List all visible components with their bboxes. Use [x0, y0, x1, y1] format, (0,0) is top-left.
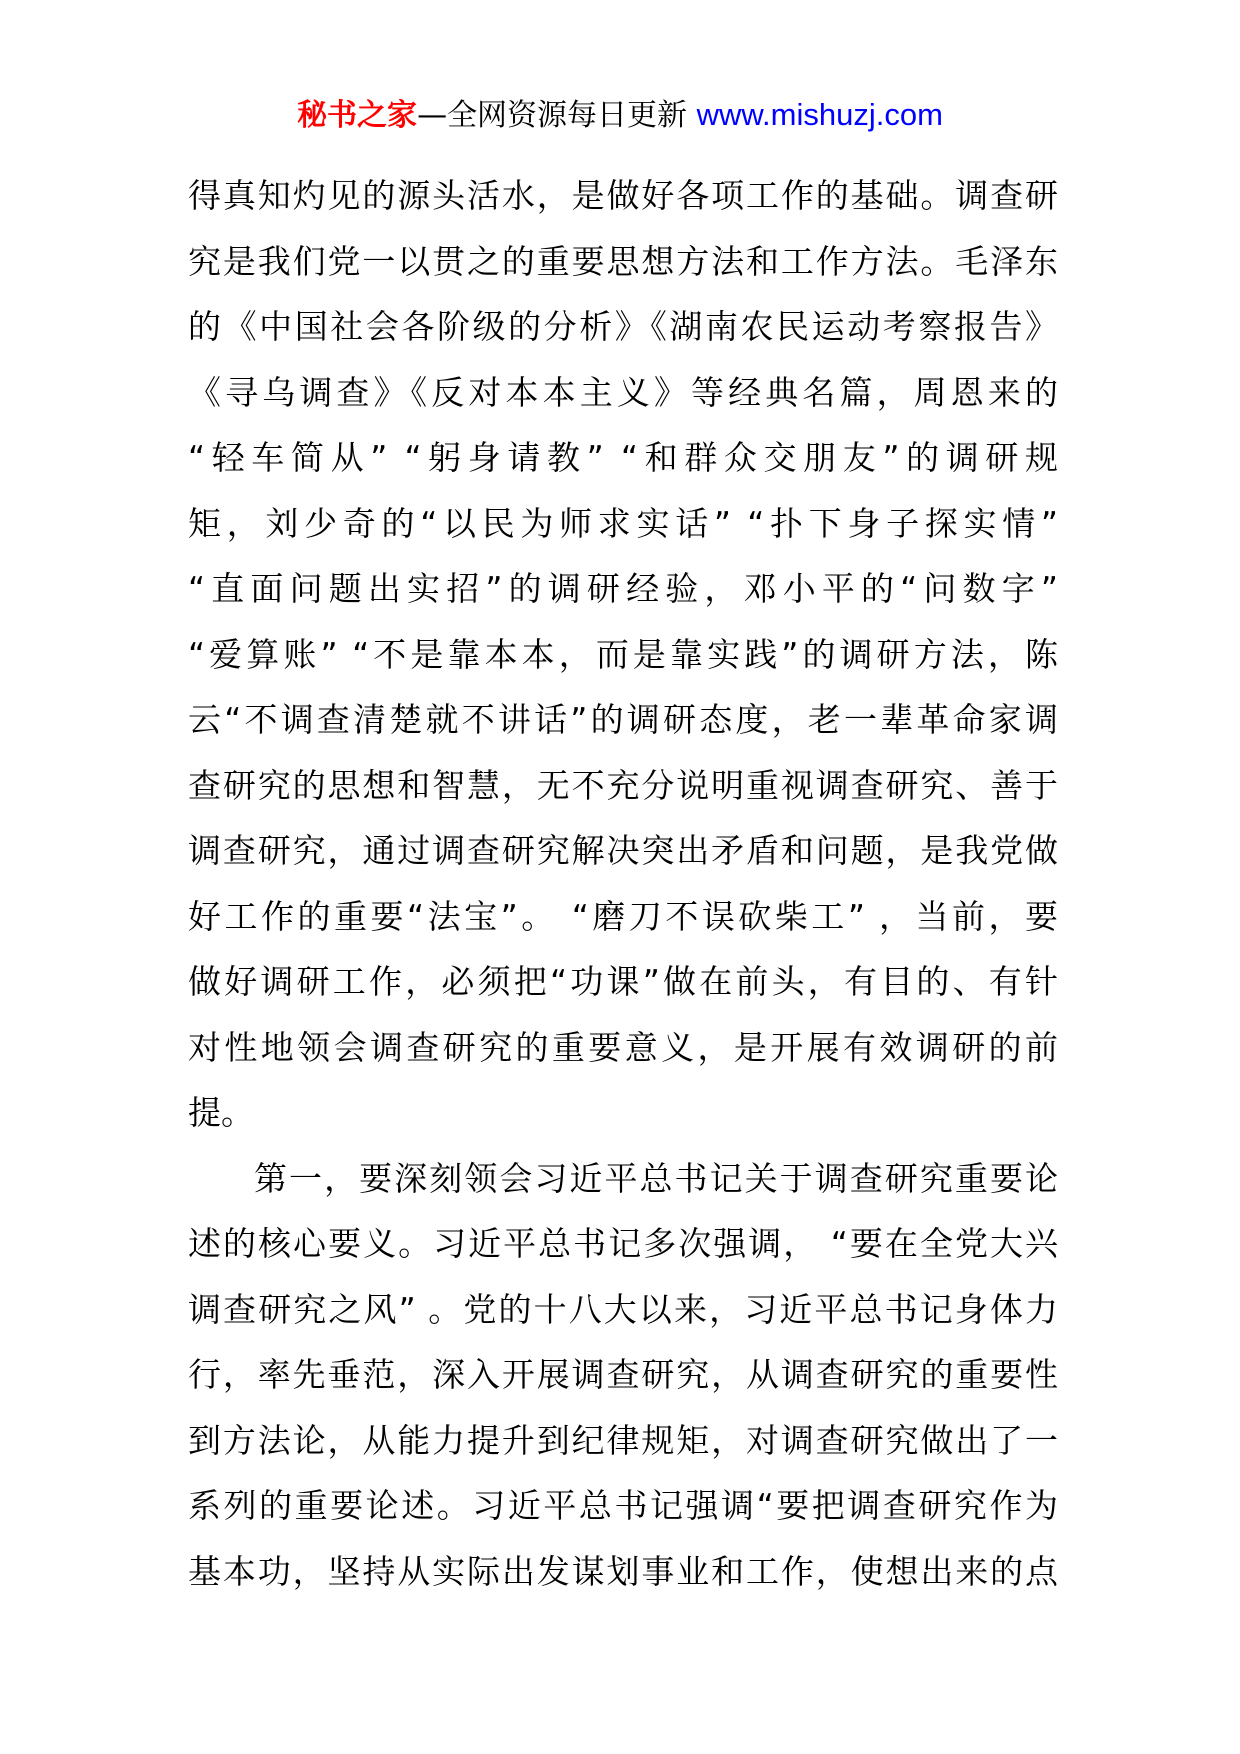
body-line: 做好调研工作，必须把“功课”做在前头，有目的、有针 — [188, 962, 1058, 1001]
body-line: 调查研究，通过调查研究解决突出矛盾和问题，是我党做 — [188, 831, 1058, 870]
body-line: 究是我们党一以贯之的重要思想方法和工作方法。毛泽东 — [188, 241, 1058, 281]
body-line: 得真知灼见的源头活水，是做好各项工作的基础。调查研 — [188, 176, 1058, 215]
header-tagline: —全网资源每日更新 — [417, 98, 697, 133]
page-header — [0, 95, 1240, 136]
body-line: 的《中国社会各阶级的分析》《湖南农民运动考察报告》 — [188, 307, 1058, 346]
body-line: “轻车简从” “躬身请教” “和群众交朋友”的调研规 — [188, 438, 1058, 477]
body-line: 到方法论，从能力提升到纪律规矩，对调查研究做出了一 — [188, 1420, 1058, 1460]
body-line: 好工作的重要“法宝”。 “磨刀不误砍柴工” ，当前，要 — [188, 896, 1058, 936]
site-url-link[interactable]: www.mishuzj.com — [696, 97, 943, 132]
document-body — [188, 163, 1058, 1604]
body-line: 行，率先垂范，深入开展调查研究，从调查研究的重要性 — [188, 1355, 1058, 1394]
body-line: 《寻乌调查》《反对本本主义》等经典名篇，周恩来的 — [188, 372, 1058, 412]
brand-name: 秘书之家 — [297, 98, 418, 133]
paragraph-end-line: 提。 — [188, 1093, 254, 1132]
body-line: 对性地领会调查研究的重要意义，是开展有效调研的前 — [188, 1027, 1058, 1067]
paragraph-start-line: 第一，要深刻领会习近平总书记关于调查研究重要论 — [254, 1158, 1058, 1198]
body-line: 述的核心要义。习近平总书记多次强调， “要在全党大兴 — [188, 1224, 1058, 1263]
body-line: 云“不调查清楚就不讲话”的调研态度，老一辈革命家调 — [188, 700, 1058, 739]
body-line: 查研究的思想和智慧，无不充分说明重视调查研究、善于 — [188, 765, 1058, 805]
body-line: 系列的重要论述。习近平总书记强调“要把调查研究作为 — [188, 1486, 1058, 1525]
body-line: 基本功，坚持从实际出发谋划事业和工作，使想出来的点 — [188, 1551, 1058, 1591]
body-line: “直面问题出实招”的调研经验，邓小平的“问数字” — [188, 569, 1058, 608]
body-line: 调查研究之风” 。党的十八大以来，习近平总书记身体力 — [188, 1289, 1058, 1329]
body-line: “爱算账” “不是靠本本，而是靠实践”的调研方法，陈 — [188, 634, 1058, 674]
body-line: 矩，刘少奇的“以民为师求实话” “扑下身子探实情” — [188, 503, 1058, 543]
